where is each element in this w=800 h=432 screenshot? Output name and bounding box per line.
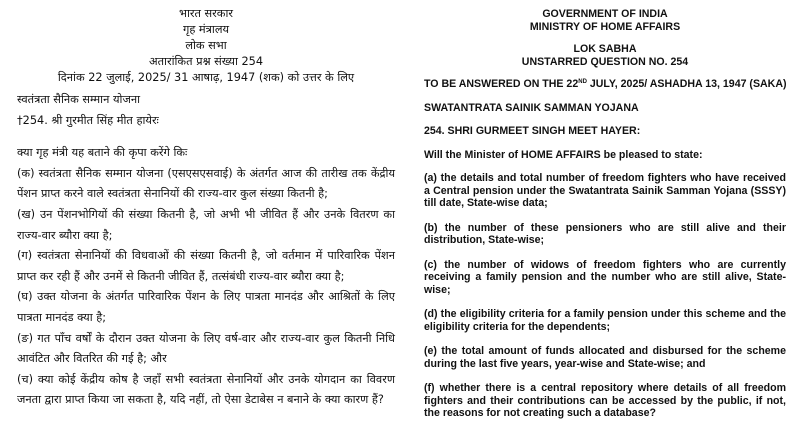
hindi-item: (ङ) गत पाँच वर्षों के दौरान उक्त योजना के लिए वर्ष-वार और राज्य-वार कुल कितनी निधि आवंटित और वितरित की गई है; और bbox=[17, 331, 395, 366]
answer-date-superscript: ND bbox=[578, 79, 587, 85]
hindi-question-by: †254. श्री गुरमीत सिंह मीत हायेरः bbox=[17, 113, 159, 127]
hindi-item: (घ) उक्त योजना के अंतर्गत पारिवारिक पेंशन के लिए पात्रता मानदंड और आश्रितों के लिए पात्रता मानदंड क्या है; bbox=[17, 290, 395, 324]
english-item: (a) the details and total number of freedom fighters who have received a Central pension under the Swatantrata Sainik Samman Yojana (SSSY) till date, State-wise data; bbox=[424, 172, 786, 209]
english-item: (b) the number of these pensioners who are still alive and their distribution, State-wise; bbox=[424, 221, 786, 246]
hindi-item: (क) स्वतंत्रता सैनिक सम्मान योजना (एसएसएसवाई) के अंतर्गत आज की तारीख तक केंद्रीय पेंशन प्राप्त करने वाले स्वतंत्रता सेनानियों की राज्य-वार कुल संख्या कितनी है; bbox=[17, 166, 395, 201]
english-item: (f) whether there is a central repository where details of all freedom fighters and their contributions can be accessed by the public, if not, the reasons for not creating such a database? bbox=[424, 382, 786, 419]
english-header-line: LOK SABHA bbox=[573, 43, 637, 55]
english-answer-date bbox=[424, 78, 786, 91]
english-column bbox=[424, 8, 786, 432]
english-subject: SWATANTRATA SAINIK SAMMAN YOJANA bbox=[424, 101, 639, 114]
english-intro: Will the Minister of HOME AFFAIRS be pleased to state: bbox=[424, 148, 703, 161]
hindi-column bbox=[17, 6, 395, 411]
hindi-header-line: दिनांक 22 जुलाई, 2025/ 31 आषाढ़, 1947 (शक) को उत्तर के लिए bbox=[57, 71, 355, 84]
answer-date-text: TO BE ANSWERED ON THE 22 bbox=[424, 78, 579, 90]
english-header-line: UNSTARRED QUESTION NO. 254 bbox=[521, 55, 689, 68]
english-item: (d) the eligibility criteria for a family pension under this scheme and the eligibility criteria for the dependents; bbox=[424, 308, 786, 333]
english-item: (e) the total amount of funds allocated and disbursed for the scheme during the last five years, year-wise and State-wise; and bbox=[424, 345, 786, 370]
hindi-intro: क्या गृह मंत्री यह बताने की कृपा करेंगे किः bbox=[17, 146, 188, 160]
hindi-header-line: अतारांकित प्रश्न संख्या 254 bbox=[148, 55, 264, 68]
hindi-item: (ख) उन पेंशनभोगियों की संख्या कितनी है, जो अभी भी जीवित हैं और उनके वितरण का राज्य-वार ब्यौरा क्या है; bbox=[17, 207, 395, 242]
hindi-item: (च) क्या कोई केंद्रीय कोष है जहाँ सभी स्वतंत्रता सेनानियों और उनके योगदान का विवरण जनता द्वारा प्राप्त किया जा सकता है, यदि नहीं, तो ऐसा डेटाबेस न बनाने के क्या कारण हैं? bbox=[17, 372, 395, 407]
english-question-by: 254. SHRI GURMEET SINGH MEET HAYER: bbox=[424, 125, 641, 137]
hindi-header-line: गृह मंत्रालय bbox=[182, 23, 230, 36]
english-header bbox=[424, 8, 786, 68]
english-item: (c) the number of widows of freedom fighters who are currently receiving a family pension and the number who are still alive, State-wise; bbox=[424, 258, 786, 296]
english-header-line: MINISTRY OF HOME AFFAIRS bbox=[529, 20, 681, 33]
hindi-header-line: भारत सरकार bbox=[179, 7, 233, 20]
hindi-item: (ग) स्वतंत्रता सेनानियों की विधवाओं की संख्या कितनी है, जो वर्तमान में पारिवारिक पेंशन प्राप्त कर रही हैं और उनमें से कितनी जीवित हैं, तत्संबंधी राज्य-वार ब्यौरा क्या है; bbox=[17, 249, 395, 283]
hindi-header bbox=[17, 6, 395, 86]
english-header-line: GOVERNMENT OF INDIA bbox=[542, 8, 668, 20]
hindi-header-line: लोक सभा bbox=[185, 39, 227, 52]
hindi-subject: स्वतंत्रता सैनिक सम्मान योजना bbox=[17, 93, 141, 106]
answer-date-text: JULY, 2025/ ASHADHA 13, 1947 (SAKA) bbox=[586, 78, 787, 90]
